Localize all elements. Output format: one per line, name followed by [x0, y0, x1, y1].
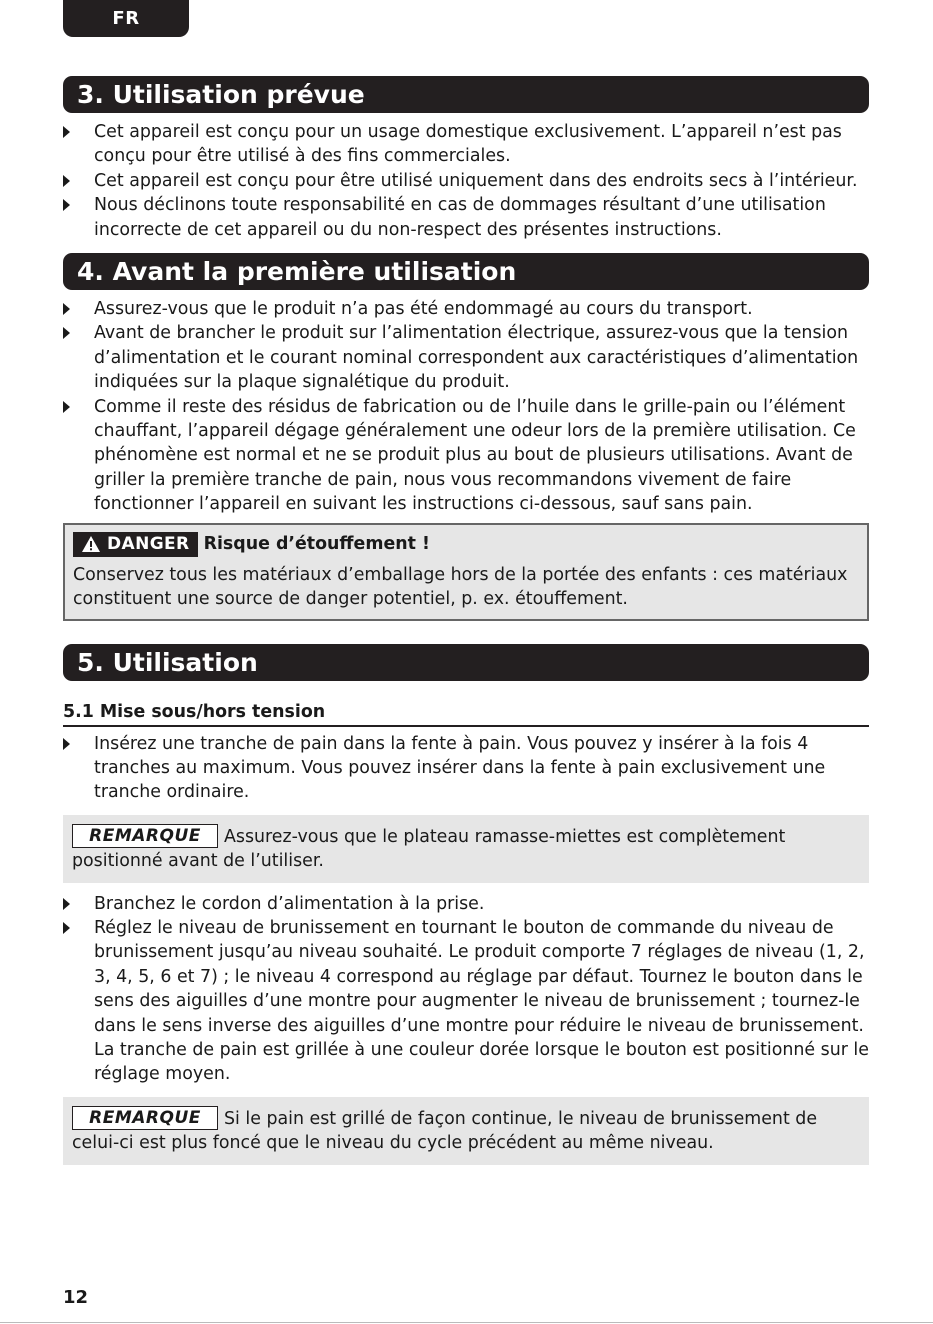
page-number: 12 [63, 1287, 89, 1308]
note-label: REMARQUE [72, 824, 218, 848]
section-header-usage: 5. Utilisation [63, 644, 869, 681]
list-item: Réglez le niveau de brunissement en tournant le bouton de commande du niveau de brunissement jusqu’au niveau souhaité. Le produit comporte 7 réglages de niveau (1, 2, 3, 4, 5, 6 et 7) ; le niveau 4 correspond au réglage par défaut. Tournez le bouton dans le sens des aiguilles d’une montre pour augmenter le niveau de brunissement ; tournez-le dans le sens inverse des aiguilles d’une montre pour réduire le niveau de brunissement. La tranche de pain est grillée à une couleur dorée lorsque le bouton est positionné sur le réglage moyen. [63, 916, 869, 1087]
list-item: Cet appareil est conçu pour un usage domestique exclusivement. L’appareil n’est pas conçu pour être utilisé à des fins commerciales. [63, 120, 869, 169]
section-header-before-first-use: 4. Avant la première utilisation [63, 253, 869, 290]
danger-label-text: DANGER [107, 534, 190, 555]
list-item: Insérez une tranche de pain dans la fente à pain. Vous pouvez y insérer à la fois 4 tranches au maximum. Vous pouvez insérer dans la fente à pain exclusivement une tranche ordinaire. [63, 732, 869, 805]
list-item: Avant de brancher le produit sur l’alimentation électrique, assurez-vous que la tension d’alimentation et le courant nominal correspondent aux caractéristiques d’alimentation indiquées sur la plaque signalétique du produit. [63, 321, 869, 394]
danger-heading: Risque d’étouffement ! [203, 534, 430, 555]
list-item: Branchez le cordon d’alimentation à la prise. [63, 892, 869, 916]
page-content [63, 76, 869, 1165]
note-text: Assurez-vous que le plateau ramasse-miettes est complètement positionné avant de l’utiliser. [72, 826, 786, 872]
note-box [63, 1097, 869, 1165]
intended-use-list [63, 120, 869, 242]
page-bottom-rule [0, 1322, 933, 1323]
danger-box [63, 523, 869, 621]
list-item: Assurez-vous que le produit n’a pas été endommagé au cours du transport. [63, 297, 869, 321]
before-first-use-list [63, 297, 869, 517]
danger-label [73, 532, 198, 557]
list-item: Nous déclinons toute responsabilité en cas de dommages résultant d’une utilisation incorrecte de cet appareil ou du non-respect des présentes instructions. [63, 193, 869, 242]
note-text: Si le pain est grillé de façon continue, le niveau de brunissement de celui-ci est plus foncé que le niveau du cycle précédent au même niveau. [72, 1108, 818, 1154]
subsection-title: 5.1 Mise sous/hors tension [63, 699, 869, 727]
danger-text: Conservez tous les matériaux d’emballage hors de la portée des enfants : ces matériaux constituent une source de danger potentiel, p. ex. étouffement. [73, 564, 848, 610]
list-item: Cet appareil est conçu pour être utilisé uniquement dans des endroits secs à l’intérieur. [63, 169, 869, 193]
usage-list-a [63, 732, 869, 805]
usage-list-b [63, 892, 869, 1087]
note-box [63, 815, 869, 883]
warning-triangle-icon [81, 535, 101, 553]
section-header-intended-use: 3. Utilisation prévue [63, 76, 869, 113]
note-label: REMARQUE [72, 1106, 218, 1130]
language-tab: FR [63, 0, 189, 37]
list-item: Comme il reste des résidus de fabrication ou de l’huile dans le grille-pain ou l’élément chauffant, l’appareil dégage généralement une odeur lors de la première utilisation. Ce phénomène est normal et ne se produit plus au bout de plusieurs utilisations. Avant de griller la première tranche de pain, nous vous recommandons vivement de faire fonctionner l’appareil en suivant les instructions ci-dessous, sauf sans pain. [63, 395, 869, 517]
danger-title-row [73, 531, 857, 558]
